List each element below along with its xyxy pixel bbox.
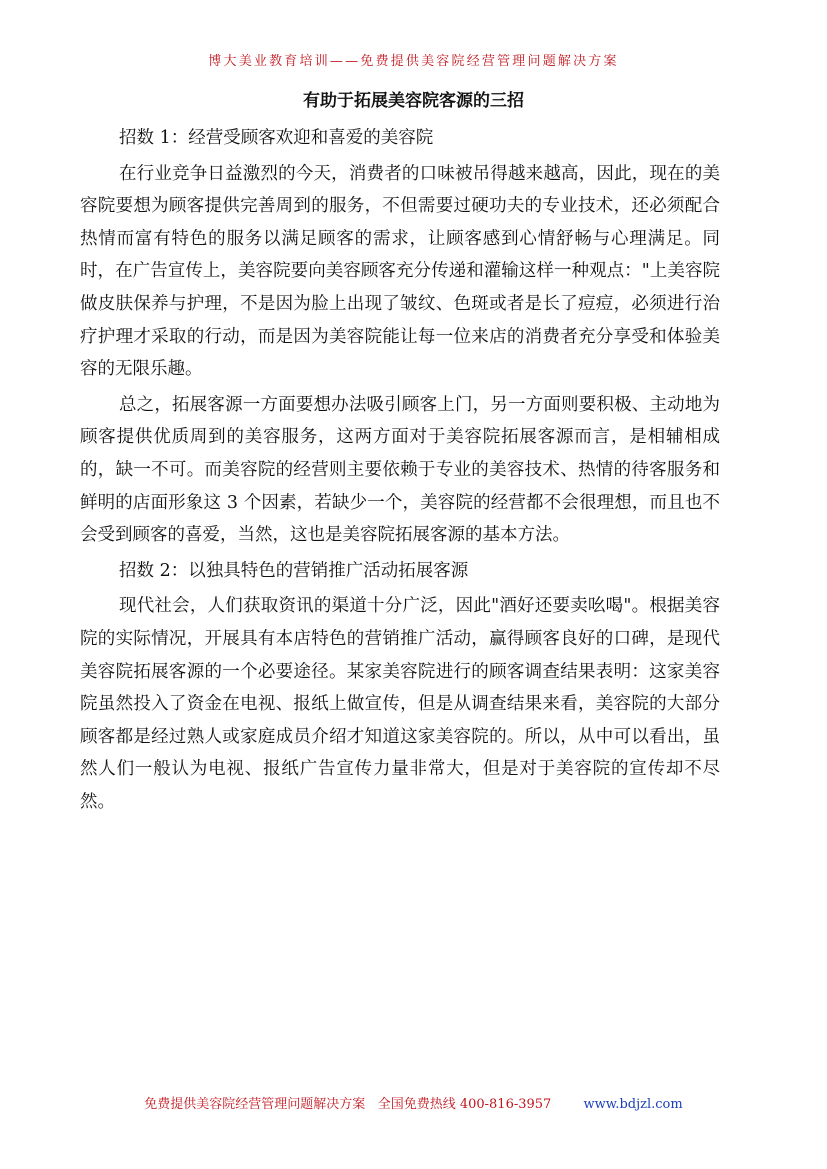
section-heading: 招数 1：经营受顾客欢迎和喜爱的美容院 (119, 128, 434, 148)
page-header-banner: 博大美业教育培训——免费提供美容院经营管理问题解决方案 (208, 54, 619, 69)
footer-text: 免费提供美容院经营管理问题解决方案 全国免费热线 400-816-3957 (144, 1097, 552, 1112)
body-paragraph: 现代社会，人们获取资讯的渠道十分广泛，因此"酒好还要卖吆喝"。根据美容院的实际情况，开展具有本店特色的营销推广活动，赢得顾客良好的口碑，是现代美容院拓展客源的一个必要途径。某家美容院进行的顾客调查结果表明：这家美容院虽然投入了资金在电视、报纸上做宣传，但是从调查结果来看，美容院的大部分顾客都是经过熟人或家庭成员介绍才知道这家美容院的。所以，从中可以看出，虽然人们一般认为电视、报纸广告宣传力量非常大，但是对于美容院的宣传却不尽然。 (80, 596, 720, 812)
document-body (80, 122, 720, 821)
page-footer (0, 1093, 827, 1112)
footer-website-link[interactable]: www.bdjzl.com (583, 1097, 683, 1112)
body-paragraph: 总之，拓展客源一方面要想办法吸引顾客上门，另一方面则要积极、主动地为顾客提供优质周到的美容服务，这两方面对于美容院拓展客源而言，是相辅相成的，缺一不可。而美容院的经营则主要依赖于专业的美容技术、热情的待客服务和鲜明的店面形象这 3 个因素，若缺少一个，美容院的经营都不会很理想，而且也不会受到顾客的喜爱，当然，这也是美容院拓展客源的基本方法。 (80, 394, 720, 546)
section-heading: 招数 2：以独具特色的营销推广活动拓展客源 (119, 560, 469, 581)
body-paragraph: 在行业竞争日益激烈的今天，消费者的口味被吊得越来越高，因此，现在的美容院要想为顾客提供完善周到的服务，不但需要过硬功夫的专业技术，还必须配合热情而富有特色的服务以满足顾客的需求，让顾客感到心情舒畅与心理满足。同时，在广告宣传上，美容院要向美容顾客充分传递和灌输这样一种观点："上美容院做皮肤保养与护理，不是因为脸上出现了皱纹、色斑或者是长了痘痘，必须进行治疗护理才采取的行动，而是因为美容院能让每一位来店的消费者充分享受和体验美容的无限乐趣。 (80, 163, 720, 380)
document-title: 有助于拓展美容院客源的三招 (303, 91, 524, 111)
